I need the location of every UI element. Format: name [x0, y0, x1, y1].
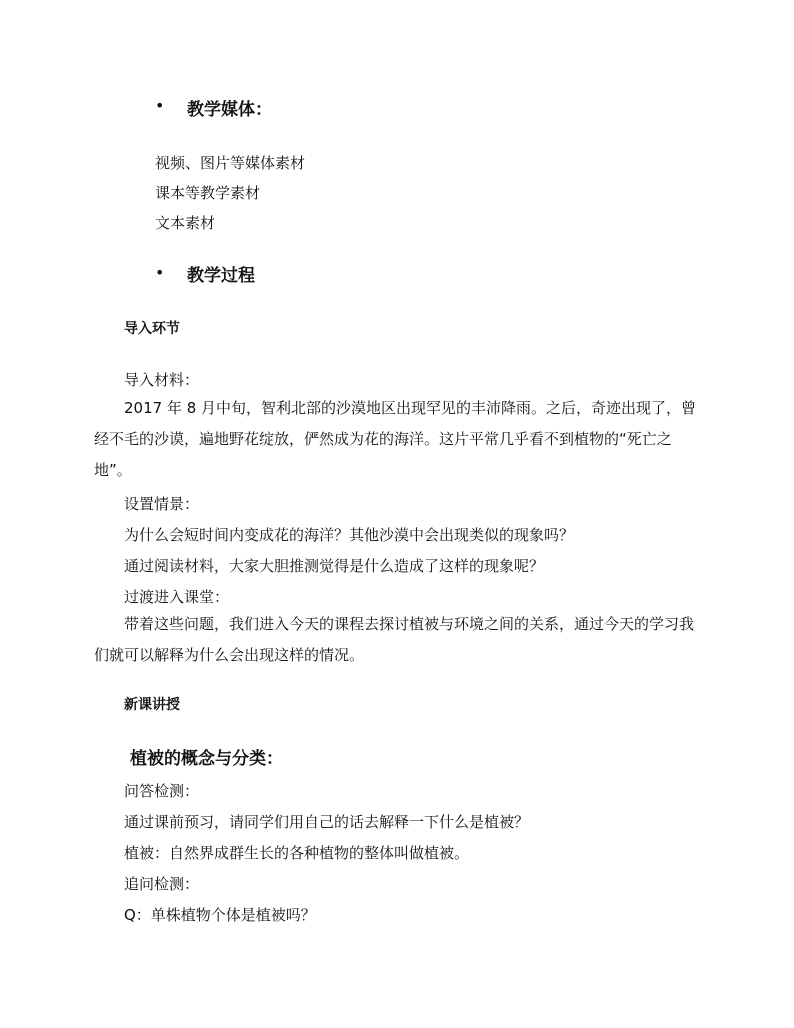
definition-text: 植被：自然界成群生长的各种植物的整体叫做植被。	[124, 844, 470, 862]
bullet-marker: •	[155, 96, 165, 115]
scene-question: 为什么会短时间内变成花的海洋？其他沙漠中会出现类似的现象吗？	[124, 526, 575, 544]
check-label: 问答检测：	[124, 782, 200, 800]
followup-question: Q：单株植物个体是植被吗？	[124, 906, 316, 924]
bullet-marker: •	[155, 263, 165, 282]
intro-material-label: 导入材料：	[124, 371, 200, 389]
media-item: 课本等教学素材	[155, 184, 261, 202]
scene-label: 设置情景：	[124, 495, 200, 513]
scene-question: 通过阅读材料，大家大胆推测觉得是什么造成了这样的现象呢？	[124, 557, 545, 575]
subsection-title-intro: 导入环节	[124, 321, 180, 337]
section-heading-process: 教学过程	[187, 266, 255, 286]
intro-material-text: 2017 年 8 月中旬，智利北部的沙漠地区出现罕见的丰沛降雨。之后，奇迹出现了，曾经不毛的沙谟，遍地野花绽放，俨然成为花的海洋。这片平常几乎看不到植物的“死亡之地”。	[94, 399, 697, 479]
topic-heading: 植被的概念与分类：	[130, 749, 283, 769]
followup-label: 追问检测：	[124, 875, 200, 893]
subsection-title-new-lesson: 新课讲授	[124, 697, 180, 713]
transition-label: 过渡进入课堂：	[124, 588, 230, 606]
section-heading-media: 教学媒体：	[187, 100, 272, 120]
check-question: 通过课前预习，请同学们用自己的话去解释一下什么是植被？	[124, 813, 530, 831]
transition-text: 带着这些问题，我们进入今天的课程去探讨植被与环境之间的关系，通过今天的学习我们就可以解释为什么会出现这样的情况。	[94, 615, 695, 664]
media-item: 视频、图片等媒体素材	[155, 154, 306, 172]
media-item: 文本素材	[155, 214, 216, 232]
